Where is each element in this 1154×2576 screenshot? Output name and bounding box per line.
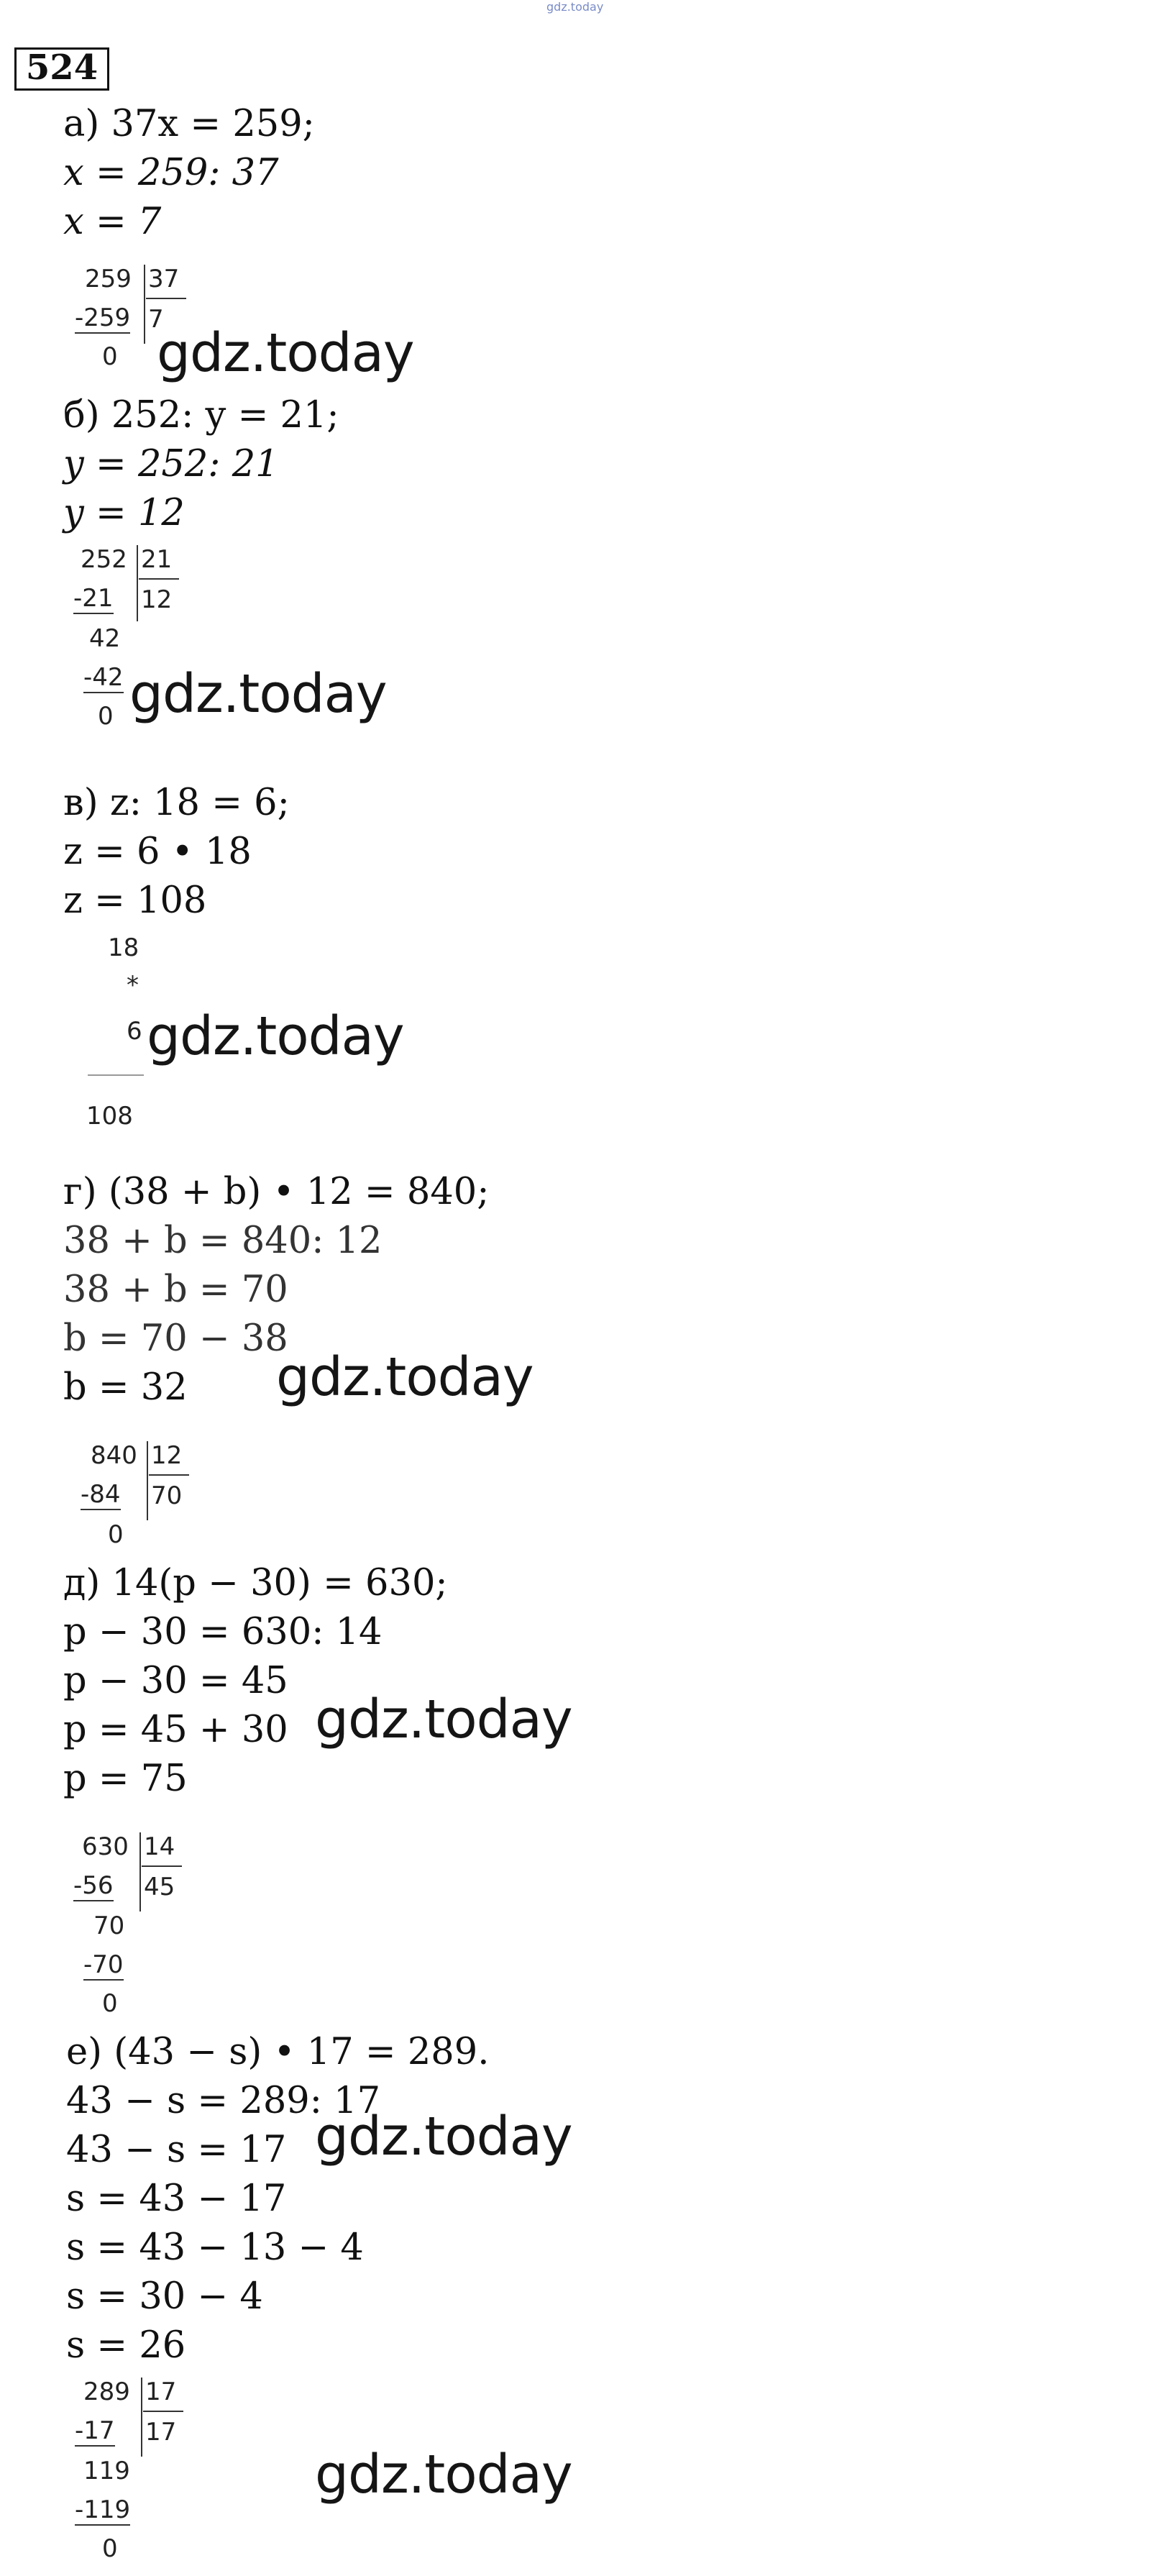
- watermark: gdz.today: [147, 1005, 404, 1067]
- equation-line: а) 37x = 259;: [63, 103, 315, 145]
- equation-line: г) (38 + b) • 12 = 840;: [63, 1171, 490, 1213]
- divisor: 14: [144, 1832, 175, 1861]
- equation-line: в) z: 18 = 6;: [63, 782, 290, 824]
- equation-line: s = 30 − 4: [66, 2275, 263, 2318]
- partial-dividend: 70: [93, 1912, 125, 1940]
- equation-line: д) 14(p − 30) = 630;: [63, 1562, 448, 1604]
- equation-line: 43 − s = 17: [66, 2129, 287, 2171]
- remainder: 0: [102, 1989, 118, 2018]
- equation-line: p = 75: [63, 1758, 188, 1800]
- dividend: 252: [81, 545, 127, 574]
- equation-line: x = 259: 37: [63, 152, 279, 194]
- subtrahend: -17: [75, 2416, 115, 2445]
- subtrahend: -259: [75, 303, 131, 332]
- exercise-number: 524: [14, 47, 109, 91]
- subtrahend: -119: [75, 2495, 131, 2524]
- equation-line: p = 45 + 30: [63, 1709, 288, 1751]
- watermark: gdz.today: [315, 1689, 572, 1750]
- factor-bottom: 6: [127, 1017, 142, 1046]
- divisor: 12: [151, 1441, 183, 1470]
- watermark: gdz.today: [276, 1346, 534, 1408]
- product: 108: [86, 1102, 133, 1131]
- equation-line: b = 32: [63, 1366, 188, 1409]
- subtrahend: -42: [83, 663, 124, 692]
- divisor: 21: [141, 545, 173, 574]
- equation-line: 43 − s = 289: 17: [66, 2080, 381, 2122]
- subtrahend: -84: [81, 1480, 121, 1509]
- equation-line: 38 + b = 840: 12: [63, 1220, 383, 1262]
- subtrahend: -56: [73, 1871, 114, 1900]
- partial-dividend: 42: [89, 624, 121, 653]
- equation-line: z = 6 • 18: [63, 831, 252, 873]
- dividend: 289: [83, 2378, 130, 2406]
- remainder: 0: [108, 1520, 124, 1549]
- equation-line: x = 7: [63, 201, 162, 243]
- equation-line: p − 30 = 630: 14: [63, 1611, 383, 1653]
- equation-line: z = 108: [63, 880, 207, 922]
- multiply-sign: *: [127, 971, 139, 1000]
- top-watermark: gdz.today: [546, 0, 604, 14]
- quotient: 70: [151, 1481, 183, 1510]
- quotient: 17: [145, 2418, 177, 2447]
- watermark: gdz.today: [129, 663, 387, 725]
- dividend: 630: [82, 1832, 129, 1861]
- equation-line: s = 26: [66, 2324, 186, 2367]
- remainder: 0: [98, 702, 114, 731]
- remainder: 0: [102, 2534, 118, 2563]
- partial-dividend: 119: [83, 2457, 130, 2485]
- dividend: 259: [85, 265, 132, 293]
- divisor: 37: [148, 265, 180, 293]
- remainder: 0: [102, 342, 118, 371]
- subtrahend: -21: [73, 584, 114, 613]
- quotient: 7: [148, 305, 164, 334]
- dividend: 840: [91, 1441, 137, 1470]
- watermark: gdz.today: [157, 322, 414, 384]
- equation-line: s = 43 − 13 − 4: [66, 2226, 364, 2269]
- quotient: 45: [144, 1873, 175, 1901]
- equation-line: y = 252: 21: [63, 443, 279, 485]
- equation-line: y = 12: [63, 492, 185, 534]
- equation-line: 38 + b = 70: [63, 1269, 288, 1311]
- equation-line: s = 43 − 17: [66, 2178, 287, 2220]
- equation-line: е) (43 − s) • 17 = 289.: [66, 2031, 490, 2073]
- equation-line: p − 30 = 45: [63, 1660, 288, 1702]
- quotient: 12: [141, 585, 173, 614]
- factor-top: 18: [108, 933, 139, 962]
- watermark: gdz.today: [315, 2106, 572, 2168]
- watermark: gdz.today: [315, 2444, 572, 2506]
- equation-line: б) 252: y = 21;: [63, 394, 339, 437]
- subtrahend: -70: [83, 1950, 124, 1979]
- divisor: 17: [145, 2378, 177, 2406]
- equation-line: b = 70 − 38: [63, 1317, 288, 1360]
